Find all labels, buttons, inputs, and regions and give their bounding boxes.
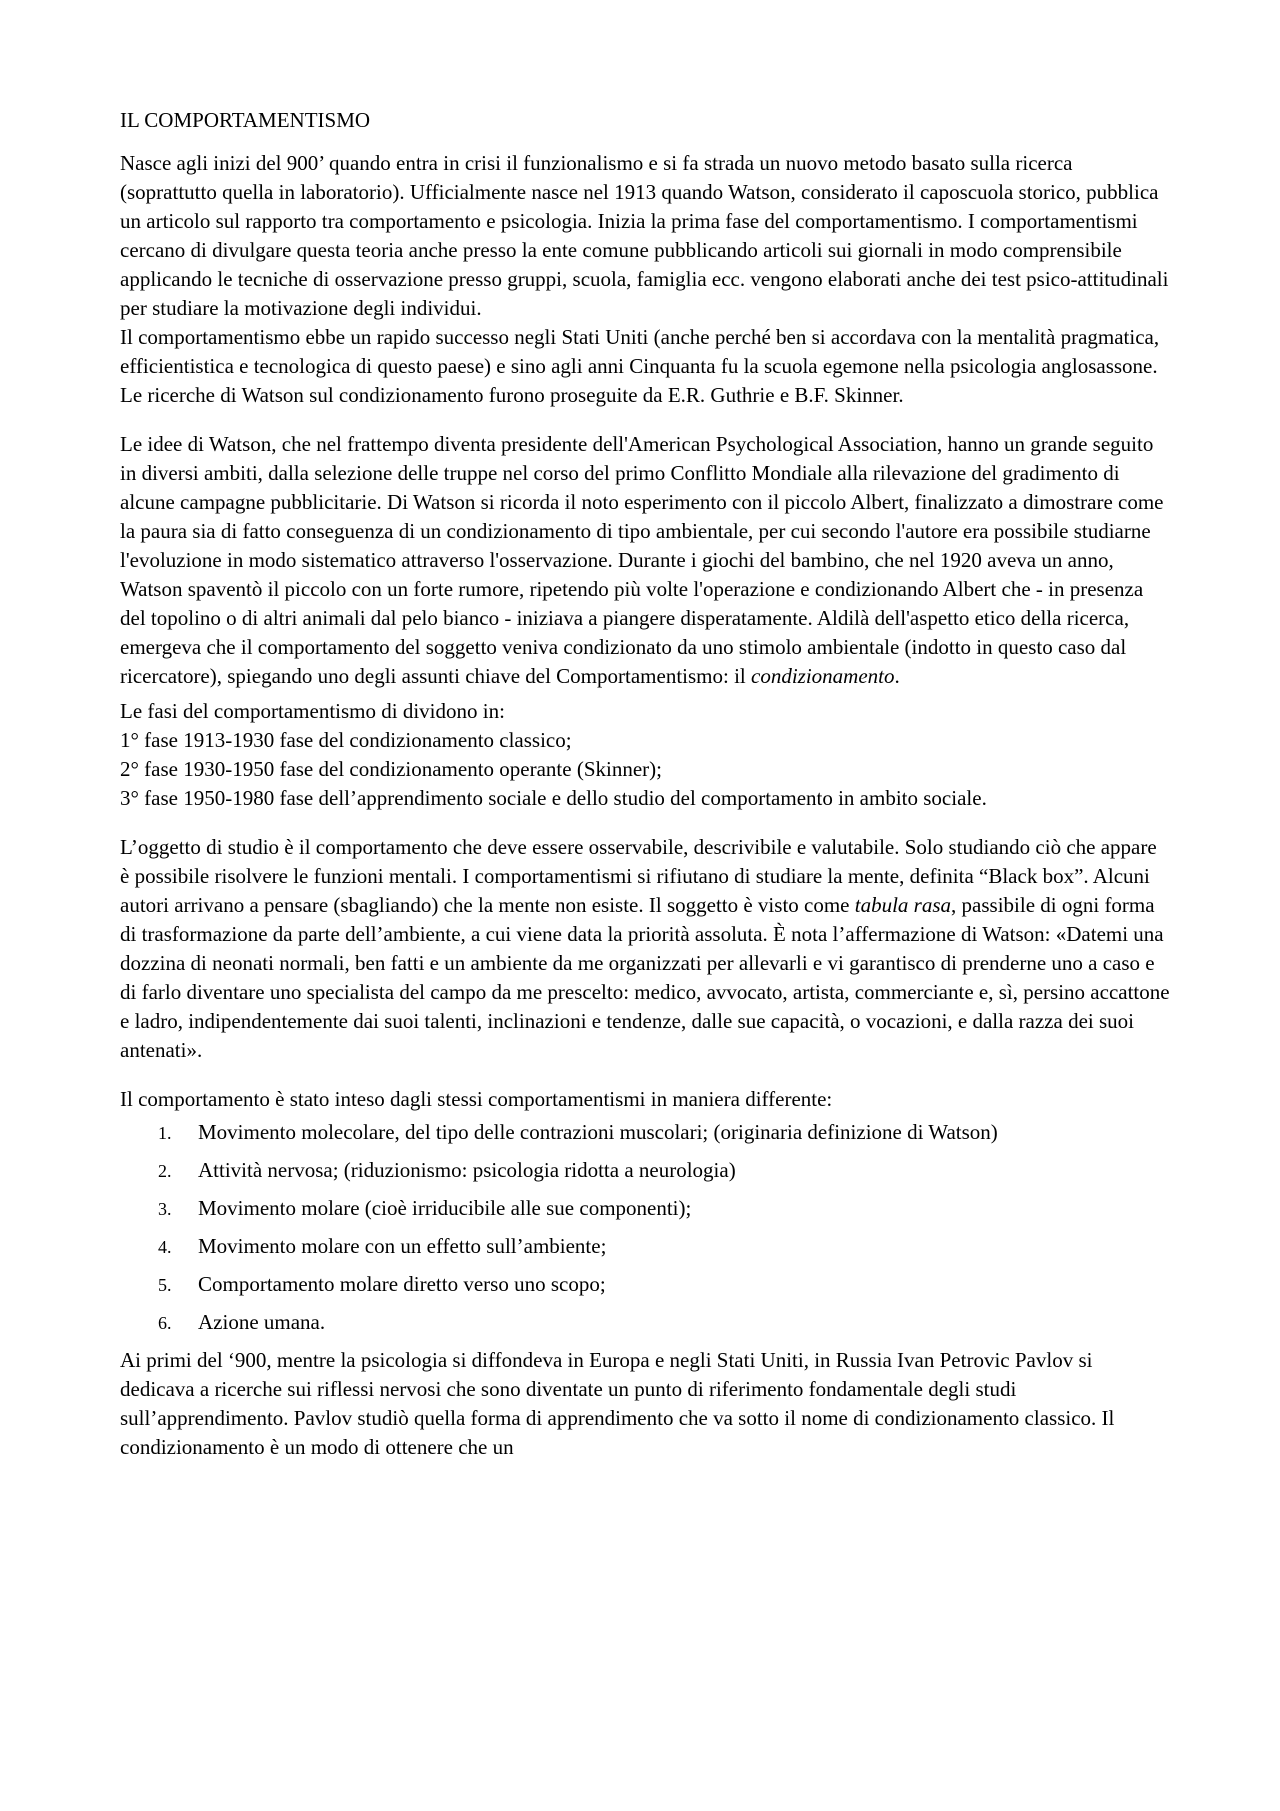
list-item-number: 2. bbox=[158, 1161, 172, 1181]
behavior-definitions-list bbox=[120, 1118, 1170, 1337]
list-item-number: 6. bbox=[158, 1313, 172, 1333]
list-item-number: 4. bbox=[158, 1237, 172, 1257]
emphasis-tabula-rasa: tabula rasa bbox=[854, 893, 952, 917]
list-item-text: Movimento molare con un effetto sull’ambiente; bbox=[198, 1234, 607, 1258]
list-item bbox=[120, 1270, 1170, 1299]
list-item-text: Movimento molare (cioè irriducibile alle sue componenti); bbox=[198, 1196, 692, 1220]
phases-intro: Le fasi del comportamentismo di dividono in: bbox=[120, 699, 505, 723]
list-item bbox=[120, 1118, 1170, 1147]
paragraph-watson-albert bbox=[120, 430, 1170, 691]
list-item-number: 3. bbox=[158, 1199, 172, 1219]
paragraph-success: Il comportamentismo ebbe un rapido successo negli Stati Uniti (anche perché ben si accordava con la mentalità pragmatica, efficientistica e tecnologica di questo paese) e sino agli anni Cinquanta fu la scuola egemone nella psicologia anglosassone. Le ricerche di Watson sul condizionamento furono proseguite da E.R. Guthrie e B.F. Skinner. bbox=[120, 325, 1160, 407]
list-item bbox=[120, 1194, 1170, 1223]
list-item bbox=[120, 1156, 1170, 1185]
list-item-text: Azione umana. bbox=[198, 1310, 326, 1334]
phase-3: 3° fase 1950-1980 fase dell’apprendimento sociale e dello studio del comportamento in ambito sociale. bbox=[120, 786, 987, 810]
list-item-text: Comportamento molare diretto verso uno scopo; bbox=[198, 1272, 606, 1296]
list-item-text: Attività nervosa; (riduzionismo: psicologia ridotta a neurologia) bbox=[198, 1158, 736, 1182]
paragraph-object-text-b: , passibile di ogni forma di trasformazione da parte dell’ambiente, a cui viene data la priorità assoluta. È nota l’affermazione di Watson: «Datemi una dozzina di neonati normali, ben fatti e un ambiente da me organizzati per allevarli e vi garantisco di prenderne uno a caso e di farlo diventare uno specialista del campo da me prescelto: medico, avvocato, artista, commerciante e, sì, persino accattone e ladro, indipendentemente dai suoi talenti, inclinazioni e tendenze, dalle sue capacità, o vocazioni, e dalla razza dei suoi antenati». bbox=[120, 893, 1170, 1062]
paragraph-watson-text: Le idee di Watson, che nel frattempo diventa presidente dell'American Psychological Association, hanno un grande seguito in diversi ambiti, dalla selezione delle truppe nel corso del primo Conflitto Mondiale alla rilevazione del gradimento di alcune campagne pubblicitarie. Di Watson si ricorda il noto esperimento con il piccolo Albert, finalizzato a dimostrare come la paura sia di fatto conseguenza di un condizionamento di tipo ambientale, per cui secondo l'autore era possibile studiarne l'evoluzione in modo sistematico attraverso l'osservazione. Durante i giochi del bambino, che nel 1920 aveva un anno, Watson spaventò il piccolo con un forte rumore, ripetendo più volte l'operazione e condizionando Albert che - in presenza del topolino o di altri animali dal pelo bianco - iniziava a piangere disperatamente. Aldilà dell'aspetto etico della ricerca, emergeva che il comportamento del soggetto veniva condizionato da uno stimolo ambientale (indotto in questo caso dal ricercatore), spiegando uno degli assunti chiave del Comportamentismo: il bbox=[120, 432, 1164, 688]
document-title: IL COMPORTAMENTISMO bbox=[120, 108, 371, 132]
list-item bbox=[120, 1308, 1170, 1337]
list-item-number: 5. bbox=[158, 1275, 172, 1295]
list-intro: Il comportamento è stato inteso dagli stessi comportamentismi in maniera differente: bbox=[120, 1087, 833, 1111]
paragraph-watson-end: . bbox=[894, 664, 900, 688]
paragraph-object-text-a: L’oggetto di studio è il comportamento che deve essere osservabile, descrivibile e valutabile. Solo studiando ciò che appare è possibile risolvere le funzioni mentali. I comportamentismi si rifiutano di studiare la mente, definita “Black box”. Alcuni autori arrivano a pensare (sbagliando) che la mente non esiste. Il soggetto è visto come bbox=[120, 835, 1157, 917]
paragraph-intro: Nasce agli inizi del 900’ quando entra in crisi il funzionalismo e si fa strada un nuovo metodo basato sulla ricerca (soprattutto quella in laboratorio). Ufficialmente nasce nel 1913 quando Watson, considerato il caposcuola storico, pubblica un articolo sul rapporto tra comportamento e psicologia. Inizia la prima fase del comportamentismo. I comportamentismi cercano di divulgare questa teoria anche presso la ente comune pubblicando articoli sui giornali in modo comprensibile applicando le tecniche di osservazione presso gruppi, scuola, famiglia ecc. vengono elaborati anche dei test psico-attitudinali per studiare la motivazione degli individui. bbox=[120, 151, 1169, 320]
paragraph-object-of-study bbox=[120, 833, 1170, 1065]
list-item bbox=[120, 1232, 1170, 1261]
phase-1: 1° fase 1913-1930 fase del condizionamento classico; bbox=[120, 728, 572, 752]
list-item-number: 1. bbox=[158, 1123, 172, 1143]
emphasis-condizionamento: condizionamento bbox=[751, 664, 895, 688]
paragraph-pavlov: Ai primi del ‘900, mentre la psicologia si diffondeva in Europa e negli Stati Uniti, in Russia Ivan Petrovic Pavlov si dedicava a ricerche sui riflessi nervosi che sono diventate un punto di riferimento fondamentale degli studi sull’apprendimento. Pavlov studiò quella forma di apprendimento che va sotto il nome di condizionamento classico. Il condizionamento è un modo di ottenere che un bbox=[120, 1348, 1115, 1459]
list-item-text: Movimento molecolare, del tipo delle contrazioni muscolari; (originaria definizione di Watson) bbox=[198, 1120, 998, 1144]
phase-2: 2° fase 1930-1950 fase del condizionamento operante (Skinner); bbox=[120, 757, 662, 781]
document-page bbox=[120, 106, 1170, 1462]
